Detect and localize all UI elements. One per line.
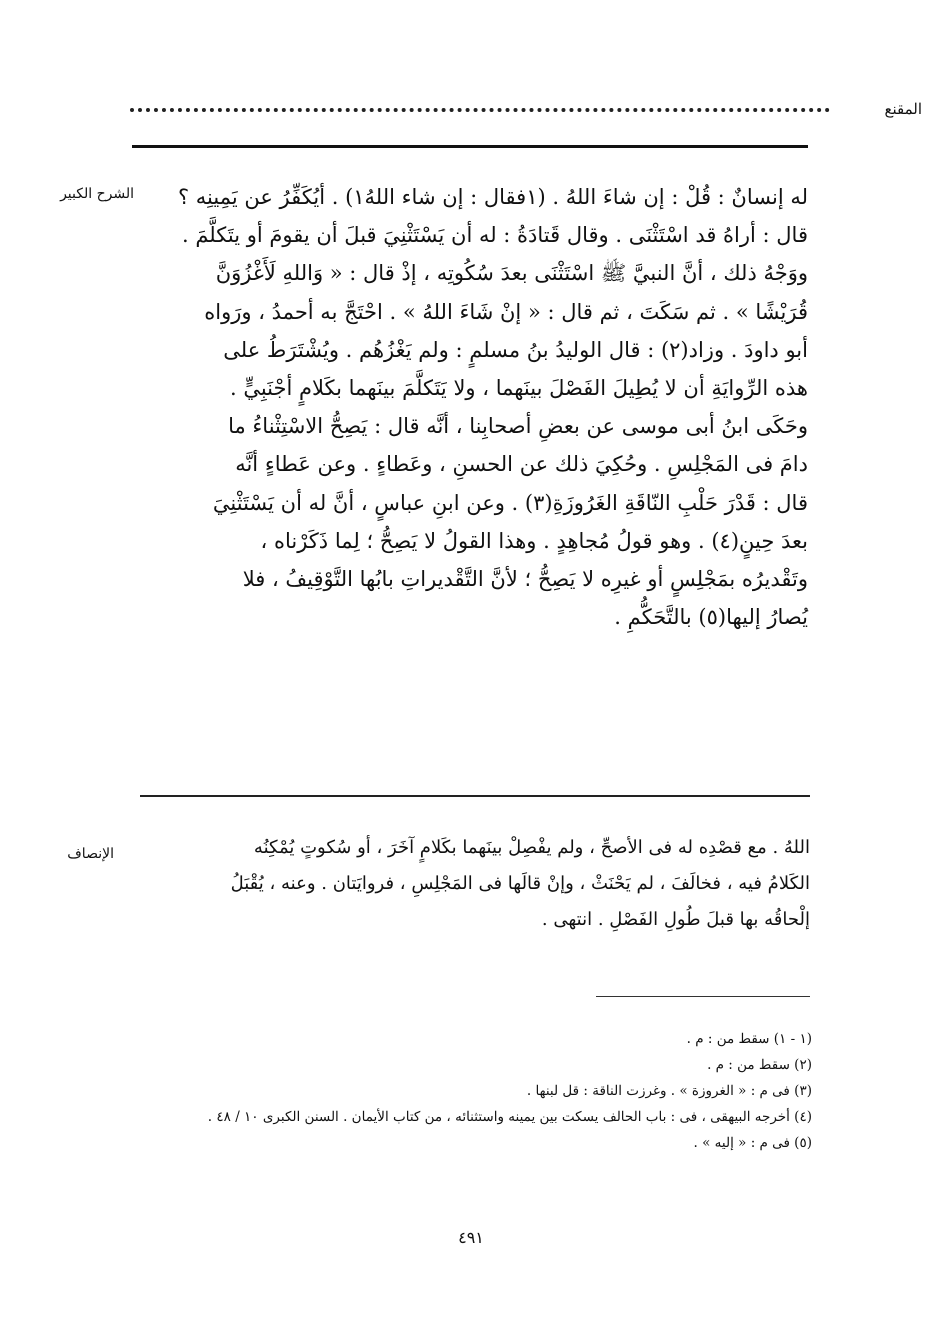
sharh-label: الشرح الكبير xyxy=(60,186,134,202)
header-title: المقنع xyxy=(884,100,922,118)
footnotes xyxy=(130,1026,812,1156)
text-line: وحَكَى ابنُ أبى موسى عن بعضِ أصحابِنا ، أنَّه قال : يَصِحُّ الاسْتِثْناءُ ما xyxy=(228,414,808,439)
text-line: يُصارُ إليها(٥) بالتَّحَكُّمِ . xyxy=(614,605,808,630)
header-rule xyxy=(132,145,808,148)
text-line: إلْحاقُه بها قبلَ طُولِ الفَصْلِ . انتهى . xyxy=(541,909,810,930)
footnote: (٤) أخرجه البيهقى ، فى : باب الحالف يسكت بين يمينه واستثنائه ، من كتاب الأيمان . السنن الكبرى ١٠ / ٤٨ . xyxy=(207,1109,812,1125)
text-line: هذه الرِّوايَةِ أن لا يُطِيلَ الفَصْلَ بينَهما ، ولا يَتَكلَّمَ بينَهما بكَلامٍ أجْنَبِيٍّ . xyxy=(229,376,808,401)
footnote: (١ - ١) سقط من : م . xyxy=(686,1031,812,1047)
page-number: ٤٩١ xyxy=(458,1228,484,1247)
text-line: وتَقْديرُه بمَجْلِسٍ أو غيرِه لا يَصِحُّ ؛ لأنَّ التَّقْديراتِ بابُها التَّوْقِيفُ ، فلا xyxy=(242,567,808,592)
text-line: الكَلامُ فيه ، فخالَفَ ، لم يَحْنَثْ ، وإنْ قالَها فى المَجْلِسِ ، فروايَتان . وعنه ، يُقْبَلُ xyxy=(230,873,810,894)
footnote: (٣) فى م : « الغروزة » . وغرزت الناقة : قل لبنها . xyxy=(526,1083,812,1099)
text-line: دامَ فى المَجْلِسِ . وحُكِيَ ذلك عن الحسنِ ، وعَطاءٍ . وعن عَطاءٍ أنَّه xyxy=(235,452,808,477)
header-dotted-leader xyxy=(130,108,830,112)
running-header xyxy=(130,98,922,128)
text-line: ووَجْهُ ذلك ، أنَّ النبيَّ ﷺ اسْتَثْنَى بعدَ سُكُوتِه ، إذْ قال : « وَاللهِ لَأَغْزُوَنَّ xyxy=(215,261,808,286)
text-line: اللهُ . مع قصْدِه له فى الأصحِّ ، ولم يفْصِلْ بينَهما بكَلامٍ آخَرَ ، أو سُكوتٍ يُمْكِنُه xyxy=(253,837,810,858)
text-line: قال : أراهُ قد اسْتَثْنَى . وقال قَتادَةُ : له أن يَسْتَثْنِيَ قبلَ أن يقومَ أو يتَكلَّمَ . xyxy=(181,223,808,248)
footnote: (٥) فى م : « إليه » . xyxy=(693,1135,812,1151)
insaf-label: الإنصاف xyxy=(67,846,114,862)
text-line: له إنسانٌ : قُلْ : إن شاءَ اللهُ . (١فقال : إن شاء اللهُ١) . أيُكَفِّرُ عن يَمِينِه ؟ xyxy=(177,185,808,209)
text-line: قال : قَدْرَ حَلْبِ النّاقَةِ الغَرُوزَةِ(٣) . وعن ابنِ عباسٍ ، أنَّ له أن يَسْتَثْنِيَ xyxy=(212,490,808,515)
text-line: أبو داودَ . وزاد(٢) : قال الوليدُ بنُ مسلمٍ : ولم يَغْزُهُم . ويُشْتَرَطُ على xyxy=(223,337,808,362)
text-line: قُرَيْشًا » . ثم سَكَتَ ، ثم قال : « إنْ شَاءَ اللهُ » . احْتَجَّ به أحمدُ ، ورَواه xyxy=(204,299,808,324)
text-line: بعدَ حِينٍ(٤) . وهو قولُ مُجاهِدٍ . وهذا القولُ لا يَصِحُّ ؛ لِما ذَكَرْناه ، xyxy=(260,528,808,553)
footnote: (٢) سقط من : م . xyxy=(707,1057,812,1073)
main-commentary-text xyxy=(132,178,808,636)
insaf-text xyxy=(130,830,810,938)
section-divider xyxy=(140,795,810,797)
footnote-rule xyxy=(596,996,810,997)
